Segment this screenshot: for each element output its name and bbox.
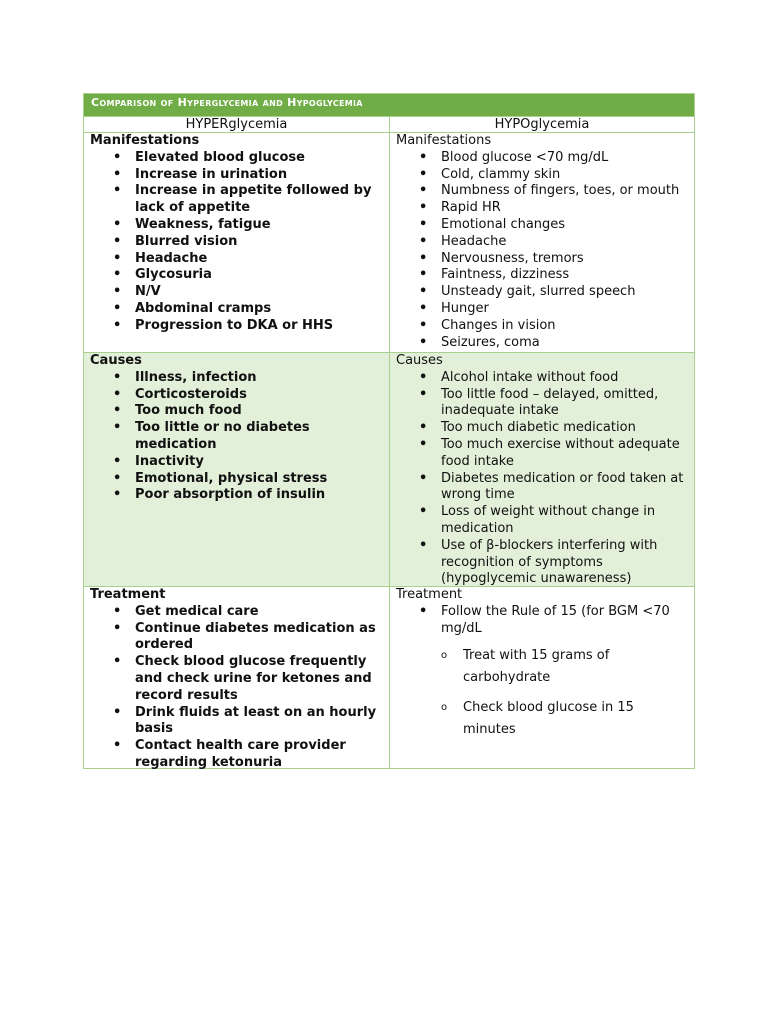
section-label: Manifestations: [90, 133, 200, 148]
list-item: • Too much exercise without adequate food intake: [396, 437, 688, 471]
list: [396, 604, 688, 638]
treatment-row: [84, 586, 694, 768]
table-title: Comparison of Hyperglycemia and Hypoglycemia: [84, 94, 694, 116]
list-item: • Weakness, fatigue: [90, 217, 383, 234]
column-header-row: [84, 116, 694, 132]
list-item: • Progression to DKA or HHS: [90, 318, 383, 335]
list-item: o Treat with 15 grams of carbohydrate: [396, 645, 688, 689]
column-header-hyperglycemia: HYPERglycemia: [84, 117, 390, 132]
comparison-table: [83, 93, 695, 769]
list-item: • Numbness of fingers, toes, or mouth: [396, 183, 688, 200]
hypo-causes-cell: [390, 353, 694, 586]
section-label: Treatment: [90, 587, 166, 602]
section-label: Treatment: [396, 587, 463, 602]
list: [90, 370, 383, 504]
list-item: • Diabetes medication or food taken at wrong time: [396, 471, 688, 505]
list-item: • Changes in vision: [396, 318, 688, 335]
section-label: Manifestations: [396, 133, 492, 148]
causes-row: [84, 352, 694, 586]
list-item: • Check blood glucose frequently and check urine for ketones and record results: [90, 654, 383, 704]
list-item: • Get medical care: [90, 604, 383, 621]
list-item: • Hunger: [396, 301, 688, 318]
list-item: • Use of β-blockers interfering with recognition of symptoms (hypoglycemic unawareness): [396, 538, 688, 588]
list-item: • Emotional changes: [396, 217, 688, 234]
hypo-manifestations-cell: [390, 133, 694, 352]
list-item: • Drink fluids at least on an hourly basis: [90, 705, 383, 739]
list-item: • Follow the Rule of 15 (for BGM <70 mg/dL: [396, 604, 688, 638]
list-item: • Faintness, dizziness: [396, 267, 688, 284]
list-item: • Increase in urination: [90, 167, 383, 184]
list-item: • Emotional, physical stress: [90, 471, 383, 488]
list: [396, 150, 688, 352]
sublist: [396, 645, 688, 741]
list-item: • Unsteady gait, slurred speech: [396, 284, 688, 301]
list-item: • Poor absorption of insulin: [90, 487, 383, 504]
list-item: • Blurred vision: [90, 234, 383, 251]
list-item: • Elevated blood glucose: [90, 150, 383, 167]
list: [90, 150, 383, 335]
list: [90, 604, 383, 772]
list-item: • Too little or no diabetes medication: [90, 420, 383, 454]
section-label: Causes: [396, 353, 443, 368]
list-item: • Headache: [90, 251, 383, 268]
list-item: • Illness, infection: [90, 370, 383, 387]
column-header-hypoglycemia: HYPOglycemia: [494, 117, 590, 132]
list-item: • Inactivity: [90, 454, 383, 471]
list-item: • Glycosuria: [90, 267, 383, 284]
list-item: • Too much food: [90, 403, 383, 420]
list-item: • Loss of weight without change in medication: [396, 504, 688, 538]
hyper-causes-cell: [84, 353, 390, 586]
list-item: o Check blood glucose in 15 minutes: [396, 697, 688, 741]
list-item: • Rapid HR: [396, 200, 688, 217]
list-item: • Cold, clammy skin: [396, 167, 688, 184]
list: [396, 370, 688, 588]
list-item: • Alcohol intake without food: [396, 370, 688, 387]
list-item: • Seizures, coma: [396, 335, 688, 352]
list-item: • Increase in appetite followed by lack of appetite: [90, 183, 383, 217]
list-item: • Corticosteroids: [90, 387, 383, 404]
hypo-treatment-cell: [390, 587, 694, 768]
list-item: • Nervousness, tremors: [396, 251, 688, 268]
list-item: • Abdominal cramps: [90, 301, 383, 318]
hyper-manifestations-cell: [84, 133, 390, 352]
hyper-treatment-cell: [84, 587, 390, 768]
list-item: • Continue diabetes medication as ordered: [90, 621, 383, 655]
list-item: • N/V: [90, 284, 383, 301]
list-item: • Too much diabetic medication: [396, 420, 688, 437]
manifestations-row: [84, 132, 694, 352]
section-label: Causes: [90, 353, 142, 368]
list-item: • Contact health care provider regarding ketonuria: [90, 738, 383, 772]
list-item: • Blood glucose <70 mg/dL: [396, 150, 688, 167]
list-item: • Headache: [396, 234, 688, 251]
list-item: • Too little food – delayed, omitted, inadequate intake: [396, 387, 688, 421]
